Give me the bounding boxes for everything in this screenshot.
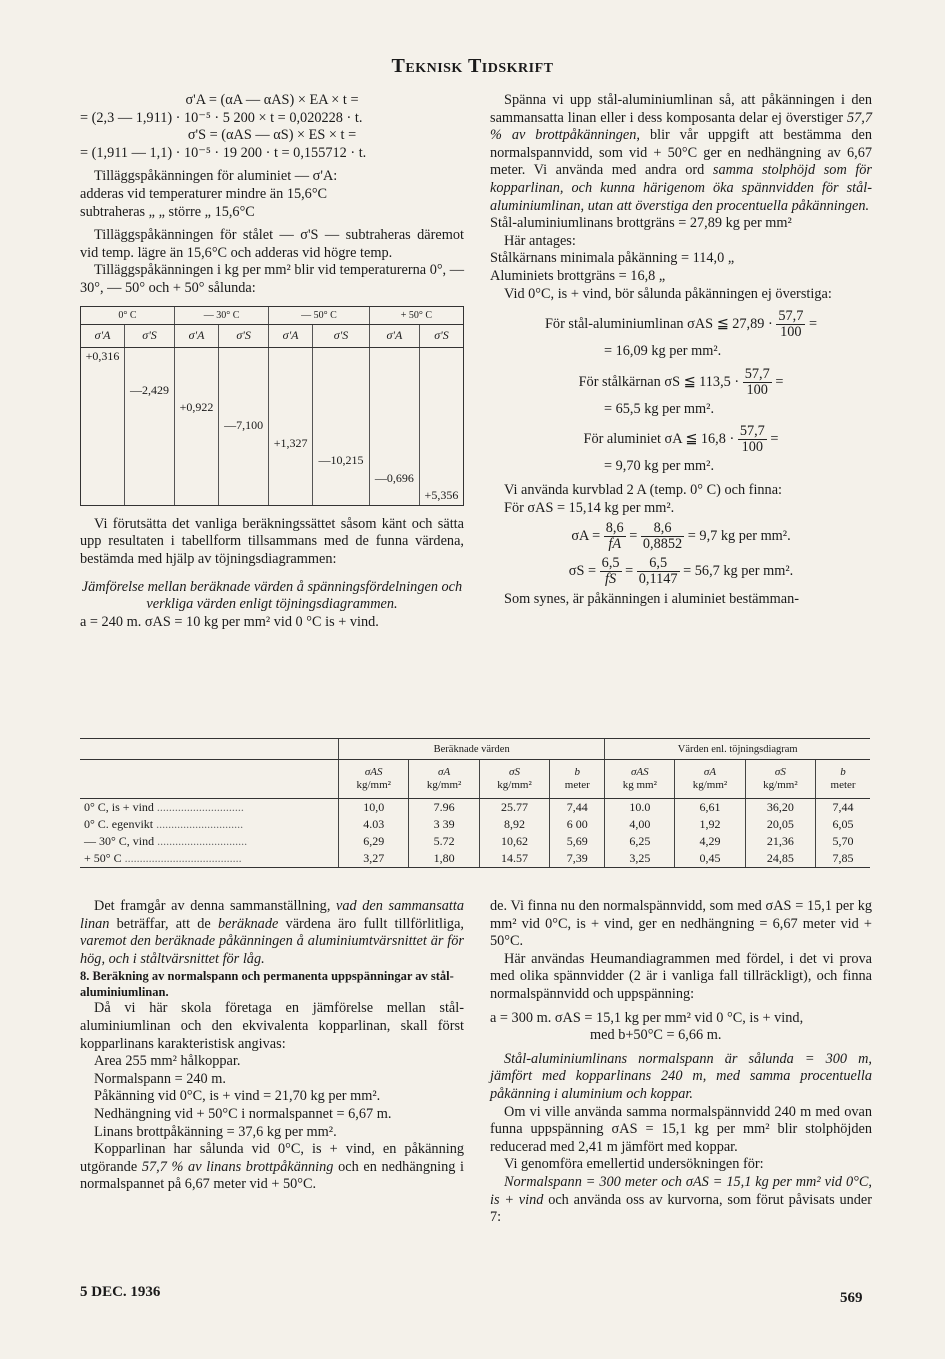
table-cell: +1,327 xyxy=(269,435,313,453)
column-header: b meter xyxy=(816,760,870,799)
equation: För stålkärnan σS ≦ 113,5 · $\frac{57,7}{100}$ = xyxy=(578,365,784,398)
comparison-table xyxy=(80,738,870,868)
group-header: Värden enl. töjningsdiagram xyxy=(605,739,870,760)
stress-table xyxy=(80,306,464,506)
table-cell: —2,429 xyxy=(125,382,175,400)
line: Linans brottpåkänning = 37,6 kg per mm². xyxy=(94,1123,337,1140)
paragraph: Spänna vi upp stål-aluminiumlinan så, att påkänningen i den sammansatta linan eller i dess komposanta delar ej överstiger 57,7 % av brottpåkänningen, blir vår uppgift att bestämma den normalspannvidd, som vid + 50°C ger en nedhängning av 6,67 meter. Vi använda med andra ord samma stolphöjd som för kopparlinan, och kunna härigenom ökа spännvidden för stål-aluminiumlinan, utan att överstiga den procentuella påkänningen. xyxy=(490,92,872,214)
paragraph: Tilläggspåkänningen för stålet — σ'S — subtraheras däremot vid temp. lägre än 15,6°C och adderas vid högre temp. xyxy=(80,227,464,261)
paragraph: de. Vi finna nu den normalspännvidd, som med σAS = 15,1 per kg mm² vid 0°C, is + vind, ger en nedhängning = 6,67 meter vid + 50°C. xyxy=(490,898,872,950)
right-column-bottom xyxy=(490,898,872,1227)
paragraph: Vid 0°C, is + vind, bör sålunda påkänningen ej överstiga: xyxy=(504,285,832,302)
line: Stål-aluminiumlinans brottgräns = 27,89 kg per mm² xyxy=(490,215,792,232)
equation-result: = 9,70 kg per mm². xyxy=(604,458,715,475)
paragraph: Vi använda kurvblad 2 A (temp. 0° C) och finna: xyxy=(504,481,783,498)
table-caption: Jämförelse mellan beräknade värden å spänningsfördelningen och verkliga värden enligt töjningsdiagrammen. xyxy=(81,578,463,613)
table-cell: —0,696 xyxy=(369,470,419,488)
symbol-header: σ'A xyxy=(369,325,419,348)
line: Påkänning vid 0°C, is + vind = 21,70 kg per mm². xyxy=(94,1088,381,1105)
symbol-header: σ'A xyxy=(269,325,313,348)
paragraph: Det framgår av denna sammanställning, vad den sammansatta linan beträffar, att de beräknade värdena äro fullt tillförlitliga, varemot den beräknade påkänningen å aluminiumtvärsnittet är för hög, och i ståltvärsnittet för låg. xyxy=(80,898,464,967)
paragraph: Om vi ville använda samma normalspännvidd 240 m med ovan funna uppspänning σAS = 15,1 kg per mm² blir stolphöjden reducerad med 2,41 m jämfört med koppar. xyxy=(490,1103,872,1155)
table-row: — 30° C, vind .............................. 6,29 5.72 10,62 5,69 6,25 4,29 21,36 5,70 xyxy=(80,833,870,850)
paragraph: Vi förutsätta det vanliga beräkningssättet såsom känt och sätta upp resultaten i tabellform tillsammans med de funna värdena, bestämda med hjälp av töjningsdiagrammen: xyxy=(80,515,464,568)
paragraph: subtraheras „ „ större „ 15,6°C xyxy=(80,203,255,220)
line: Stålkärnans minimala påkänning = 114,0 „ xyxy=(490,250,735,267)
table-condition: a = 240 m. σAS = 10 kg per mm² vid 0 °C is + vind. xyxy=(80,613,379,630)
paragraph: Då vi här skola företaga en jämförelse mellan stål-aluminiumlinan och den ekvivalenta kopparlinan, skall först kopparlinans karakteristisk angivas: xyxy=(80,1000,464,1052)
symbol-header: σ'S xyxy=(125,325,175,348)
section-heading: 8. Beräkning av normalspann och permanenta uppspänningar av stål-aluminiumlinan. xyxy=(80,969,454,1000)
temp-header: 0° C xyxy=(81,306,175,325)
table-cell: +5,356 xyxy=(419,487,463,505)
column-header: b meter xyxy=(550,760,605,799)
group-header: Beräknade värden xyxy=(339,739,605,760)
table-row: 0° C, is + vind ............................. 10,0 7.96 25.77 7,44 10.0 6,61 36,20 7,44 xyxy=(80,799,870,817)
table-row: 0° C. egenvikt ............................. 4.03 3 39 8,92 6 00 4,00 1,92 20,05 6,05 xyxy=(80,816,870,833)
column-header: σS kg/mm² xyxy=(745,760,815,799)
line: Aluminiets brottgräns = 16,8 „ xyxy=(490,267,666,284)
paragraph: Kopparlinan har sålunda vid 0°C, is + vind, en påkänning utgörande 57,7 % av linans brottpåkänning och en nedhängning i normalspannet på 6,67 meter vid + 50°C. xyxy=(80,1141,465,1193)
equation-result: = 16,09 kg per mm². xyxy=(604,343,722,360)
issue-date: 5 DEC. 1936 xyxy=(80,1284,161,1300)
formula-4: = (1,911 — 1,1) · 10⁻⁵ · 19 200 · t = 0,155712 · t. xyxy=(80,144,367,161)
paragraph: adderas vid temperaturer mindre än 15,6°C xyxy=(80,185,328,202)
symbol-header: σ'S xyxy=(219,325,269,348)
symbol-header: σ'A xyxy=(81,325,125,348)
column-header: σA kg/mm² xyxy=(409,760,479,799)
paragraph: Som synes, är påkänningen i aluminiet bestämman- xyxy=(504,591,800,608)
paragraph: Tilläggspåkänningen för aluminiet — σ'A: xyxy=(94,168,338,185)
symbol-header: σ'S xyxy=(419,325,463,348)
column-header: σA kg/mm² xyxy=(675,760,745,799)
paragraph: Här användas Heumandiagrammen med fördel, i det vi prova med olika spännvidder (2 är i vanliga fall tillräckligt), och finna normalspännvidd och uppspänning: xyxy=(490,950,872,1002)
paragraph: Normalspann = 300 meter och σAS = 15,1 kg per mm² vid 0°C, is + vind och använda oss av kurvorna, som förut påvisats under 7: xyxy=(490,1173,872,1226)
formula-3: σ'S = (αAS — αS) × ES × t = xyxy=(187,127,357,144)
line: Area 255 mm² hålkoppar. xyxy=(94,1053,241,1070)
equation: För aluminiet σA ≦ 16,8 · $\frac{57,7}{100}$ = xyxy=(583,423,779,456)
symbol-header: σ'S xyxy=(313,325,370,348)
equation: För stål-aluminiumlinan σAS ≦ 27,89 · $\frac{57,7}{100}$ = xyxy=(544,308,818,341)
paragraph: För σAS = 15,14 kg per mm². xyxy=(504,499,675,516)
line: Normalspann = 240 m. xyxy=(94,1070,226,1087)
equation-result: = 65,5 kg per mm². xyxy=(604,400,715,417)
column-header: σAS kg mm² xyxy=(605,760,675,799)
left-column-bottom xyxy=(80,898,464,1194)
temp-header: + 50° C xyxy=(369,306,463,325)
table-cell: +0,316 xyxy=(81,348,125,366)
paragraph: Stål-aluminiumlinans normalspann är sålunda = 300 m, jämfört med kopparlinans 240 m, med samma procentuella påkänning i aluminium och koppar. xyxy=(490,1050,872,1102)
column-header: σAS kg/mm² xyxy=(339,760,409,799)
paragraph: Vi genomföra emellertid undersökningen för: xyxy=(504,1156,764,1173)
table-cell: —7,100 xyxy=(219,417,269,435)
equation: med b+50°C = 6,66 m. xyxy=(590,1027,722,1044)
table-row: + 50° C ....................................... 3,27 1,80 14.57 7,39 3,25 0,45 24,85 7,85 xyxy=(80,850,870,868)
journal-title: Teknisk Tidskrift xyxy=(391,55,554,77)
line: Här antages: xyxy=(504,232,576,249)
paragraph: Tilläggspåkänningen i kg per mm² blir vid temperaturerna 0°, — 30°, — 50° och + 50° sålunda: xyxy=(80,262,465,296)
formula-1: σ'A = (αA — αAS) × EA × t = xyxy=(185,92,359,108)
equation: σS = $\frac{6,5}{fS}$ = $\frac{6,5}{0,1147}$ = 56,7 kg per mm². xyxy=(568,555,794,588)
temp-header: — 50° C xyxy=(269,306,370,325)
left-column-top xyxy=(80,92,464,631)
symbol-header: σ'A xyxy=(175,325,219,348)
line: Nedhängning vid + 50°C i normalspannet = 6,67 m. xyxy=(94,1105,392,1122)
table-cell: —10,215 xyxy=(313,452,370,470)
table-cell: +0,922 xyxy=(175,399,219,417)
equation: σA = $\frac{8,6}{fA}$ = $\frac{8,6}{0,8852}$ = 9,7 kg per mm². xyxy=(571,520,791,553)
right-column-top xyxy=(490,92,872,609)
formula-2: = (2,3 — 1,911) · 10⁻⁵ · 5 200 × t = 0,020228 · t. xyxy=(80,109,363,126)
equation: a = 300 m. σAS = 15,1 kg per mm² vid 0 °C, is + vind, xyxy=(490,1009,804,1026)
page-number: 569 xyxy=(840,1290,863,1306)
column-header: σS kg/mm² xyxy=(479,760,549,799)
temp-header: — 30° C xyxy=(175,306,269,325)
